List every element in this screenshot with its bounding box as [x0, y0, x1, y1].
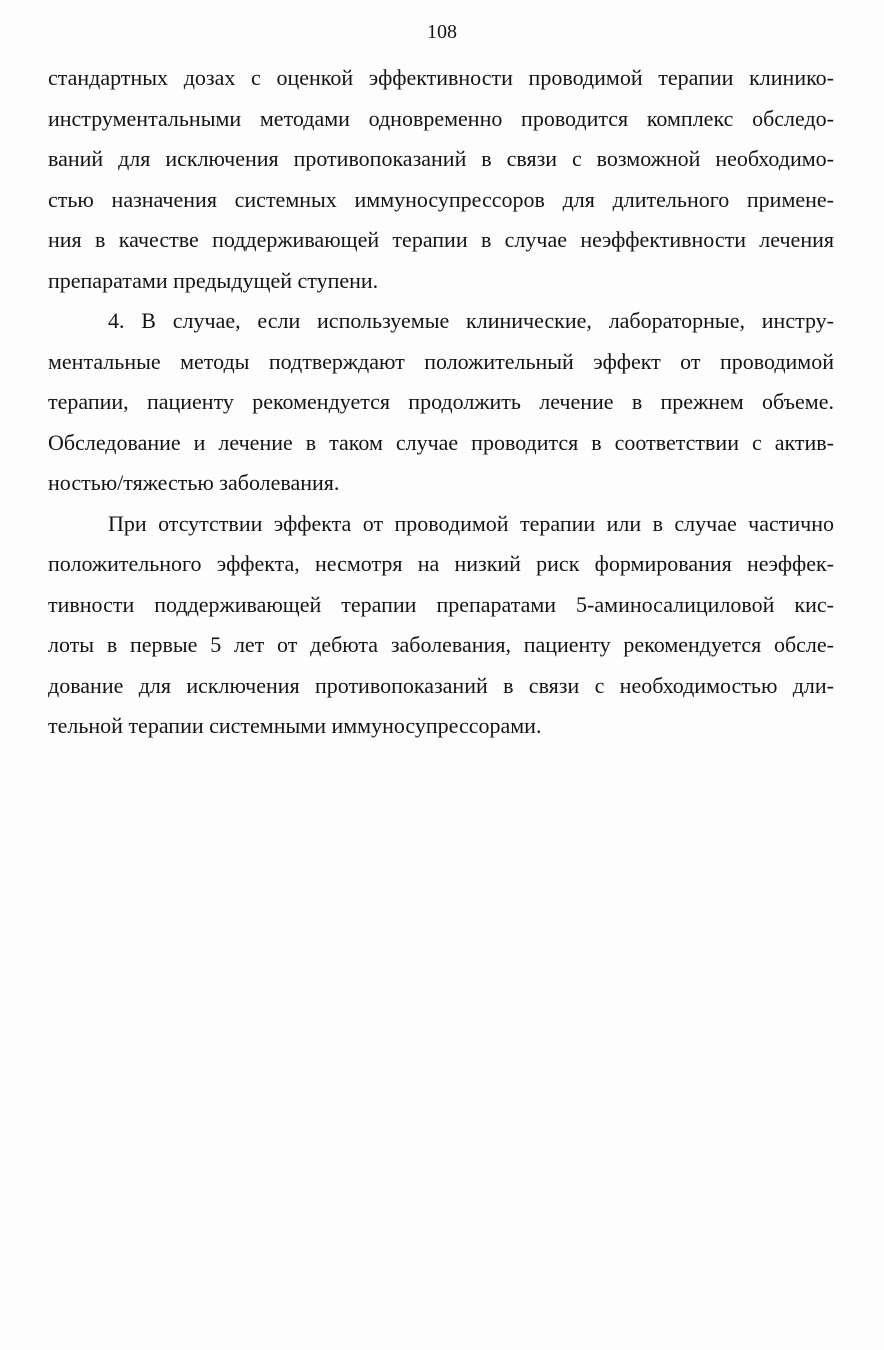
text-line: дование для исключения противопоказаний в связи с необходимостью дли-	[48, 672, 834, 698]
text-line: Обследование и лечение в таком случае проводится в соответствии с актив-	[48, 429, 834, 455]
text-line: положительного эффекта, несмотря на низкий риск формирования неэффек-	[48, 551, 834, 576]
body-text	[48, 58, 834, 747]
text-line: препаратами предыдущей ступени.	[48, 267, 379, 293]
text-line: стандартных дозах с оценкой эффективности проводимой терапии клинико-	[48, 65, 834, 90]
text-line: лоты в первые 5 лет от дебюта заболевания, пациенту рекомендуется обсле-	[48, 632, 834, 657]
text-line: При отсутствии эффекта от проводимой терапии или в случае частично	[108, 510, 834, 536]
text-line: ния в качестве поддерживающей терапии в случае неэффективности лечения	[48, 227, 834, 252]
text-line: терапии, пациенту рекомендуется продолжить лечение в прежнем объеме.	[48, 389, 834, 414]
text-line: 4. В случае, если используемые клинические, лабораторные, инстру-	[108, 308, 834, 333]
text-line: ментальные методы подтверждают положительный эффект от проводимой	[48, 348, 834, 374]
text-line: ностью/тяжестью заболевания.	[48, 470, 340, 495]
page-number: 108	[427, 21, 457, 43]
paragraph-1	[48, 58, 834, 301]
text-line: ваний для исключения противопоказаний в связи с возможной необходимо-	[48, 146, 834, 171]
text-line: тельной терапии системными иммуносупрессорами.	[48, 713, 542, 738]
paragraph-3	[48, 504, 834, 747]
text-line: стью назначения системных иммуносупрессоров для длительного примене-	[48, 186, 834, 212]
text-line: тивности поддерживающей терапии препаратами 5-аминосалициловой кис-	[48, 591, 834, 617]
paragraph-2	[48, 301, 834, 504]
text-line: инструментальными методами одновременно проводится комплекс обследо-	[48, 105, 834, 131]
